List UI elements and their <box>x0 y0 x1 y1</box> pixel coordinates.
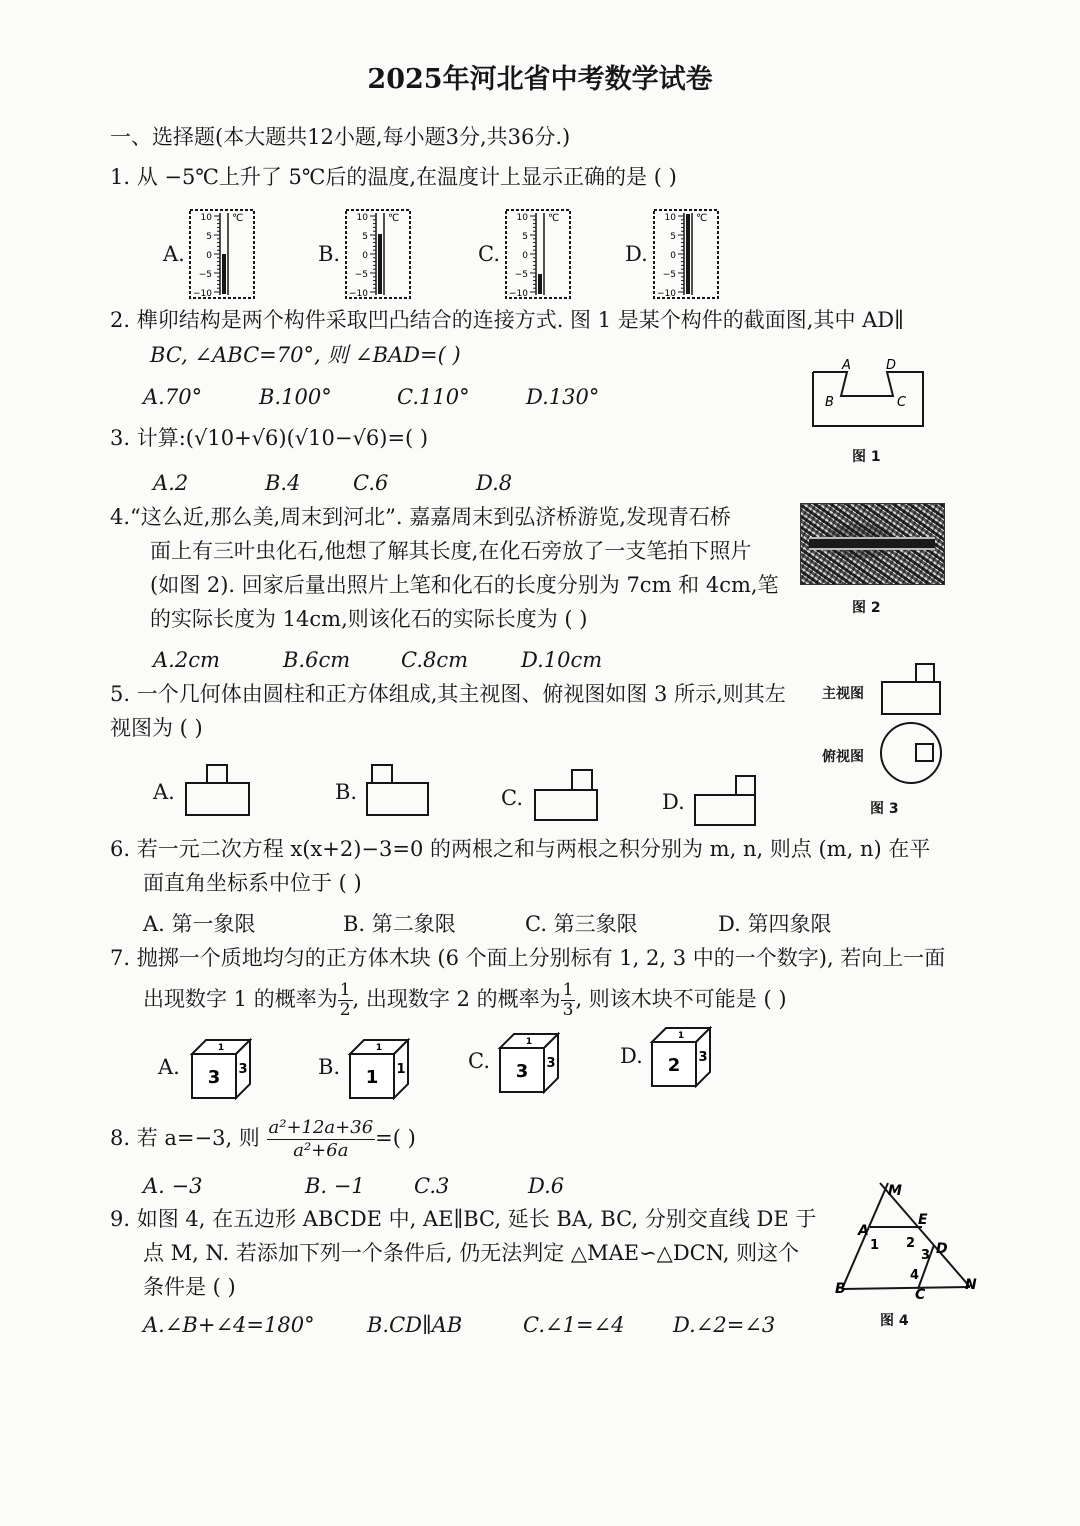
q1-unit-label: ℃ <box>696 213 708 224</box>
q2-figure-caption: 图 1 <box>852 449 881 465</box>
q1-scale-label: −5 <box>662 270 676 280</box>
q8-text-a: 8. 若 a=−3, 则 <box>110 1126 260 1150</box>
q1-scale-label: 10 <box>356 213 368 223</box>
q9-option-b: B.CD∥AB <box>367 1313 463 1337</box>
q7-cube-side-number: 1 <box>396 1062 406 1077</box>
q7-cube-side-number: 3 <box>238 1062 248 1077</box>
q7-option-d-label: D. <box>620 1044 643 1068</box>
svg-text:3: 3 <box>921 1248 931 1263</box>
q4-option-a: A.2cm <box>153 648 220 672</box>
q1-scale-label: −10 <box>509 289 528 299</box>
q4-stem-line3: (如图 2). 回家后量出照片上笔和化石的长度分别为 7cm 和 4cm,笔 <box>150 573 779 597</box>
q1-scale-label: −5 <box>514 270 528 280</box>
svg-text:D: D <box>936 1241 948 1257</box>
svg-text:2: 2 <box>906 1236 916 1251</box>
q7-cube-front-number: 3 <box>207 1067 221 1088</box>
q2-option-a: A.70° <box>143 385 203 409</box>
section-heading: 一、选择题(本大题共12小题,每小题3分,共36分.) <box>110 125 571 149</box>
q1-scale-label: 10 <box>516 213 528 223</box>
q7-cube-d <box>652 1028 710 1086</box>
q6-stem-line1: 6. 若一元二次方程 x(x+2)−3=0 的两根之和与两根之积分别为 m, n, 则点 (m, n) 在平 <box>110 837 931 861</box>
q5-option-a-label: A. <box>153 780 175 804</box>
q7-cube-top-number: 1 <box>525 1037 533 1047</box>
q7-stem-line1: 7. 抛掷一个质地均匀的正方体木块 (6 个面上分别标有 1, 2, 3 中的一个数字), 若向上一面 <box>110 946 946 970</box>
q1-scale-label: 5 <box>522 232 528 242</box>
q1-scale-label: −10 <box>657 289 676 299</box>
q5-option-b-label: B. <box>335 780 358 804</box>
fig1-label-a: A <box>842 358 851 373</box>
q5-stem-line1: 5. 一个几何体由圆柱和正方体组成,其主视图、俯视图如图 3 所示,则其左 <box>110 682 786 706</box>
q1-scale-label: 0 <box>362 251 368 261</box>
q4-stem-line4: 的实际长度为 14cm,则该化石的实际长度为 ( ) <box>150 607 588 631</box>
q5-front-view-label: 主视图 <box>822 686 864 702</box>
q8-stem <box>110 1116 416 1162</box>
q7-cube-front-number: 3 <box>515 1061 529 1082</box>
q7-cube-a <box>192 1040 250 1098</box>
q6-option-b: B. 第二象限 <box>343 912 456 936</box>
q7-text-c: , 则该木块不可能是 ( ) <box>575 987 787 1011</box>
q6-option-c: C. 第三象限 <box>525 912 638 936</box>
svg-text:N: N <box>965 1277 977 1293</box>
q1-scale-label: −10 <box>349 289 368 299</box>
q1-scale-label: 5 <box>206 232 212 242</box>
q4-option-b: B.6cm <box>283 648 351 672</box>
q9-stem-line2: 点 M, N. 若添加下列一个条件后, 仍无法判定 △MAE∽△DCN, 则这个 <box>143 1241 800 1265</box>
q3-option-c: C.6 <box>353 471 389 495</box>
q5-option-c-label: C. <box>501 786 523 810</box>
q7-cube-top-number: 1 <box>375 1043 383 1053</box>
q4-stem-line1: 4.“这么近,那么美,周末到河北”. 嘉嘉周末到弘济桥游览,发现青石桥 <box>110 505 731 529</box>
q1-option-c-label: C. <box>478 242 500 266</box>
q9-option-a: A.∠B+∠4=180° <box>143 1313 315 1337</box>
q1-scale-label: −5 <box>354 270 368 280</box>
svg-text:C: C <box>915 1287 926 1303</box>
q2-option-d: D.130° <box>526 385 600 409</box>
q5-figure-caption: 图 3 <box>870 801 899 817</box>
q7-fraction-half: $\frac{1}{2}$ <box>339 980 351 1020</box>
q5-stem-line2: 视图为 ( ) <box>110 716 203 740</box>
q7-option-a-label: A. <box>158 1055 180 1079</box>
q4-option-c: C.8cm <box>401 648 469 672</box>
q7-cube-b <box>350 1040 408 1098</box>
q7-cube-side-number: 3 <box>698 1050 708 1065</box>
q2-stem-line2: BC, ∠ABC=70°, 则 ∠BAD=( ) <box>150 343 461 367</box>
fig1-label-c: C <box>897 395 907 410</box>
q1-scale-label: 5 <box>670 232 676 242</box>
q1-scale-label: 0 <box>670 251 676 261</box>
q8-text-b: =( ) <box>375 1126 416 1150</box>
fig1-label-d: D <box>886 358 897 373</box>
q7-option-b-label: B. <box>318 1055 341 1079</box>
q9-option-d: D.∠2=∠3 <box>673 1313 776 1337</box>
q8-option-d: D.6 <box>528 1174 565 1198</box>
q1-scale-label: 10 <box>200 213 212 223</box>
q1-scale-label: −10 <box>193 289 212 299</box>
q6-stem-line2: 面直角坐标系中位于 ( ) <box>143 871 362 895</box>
q1-stem: 1. 从 −5℃上升了 5℃后的温度,在温度计上显示正确的是 ( ) <box>110 165 677 189</box>
svg-text:M: M <box>888 1183 902 1199</box>
q1-scale-label: 0 <box>522 251 528 261</box>
q4-stem-line2: 面上有三叶虫化石,他想了解其长度,在化石旁放了一支笔拍下照片 <box>150 539 752 563</box>
q1-unit-label: ℃ <box>548 213 560 224</box>
q8-fraction: $\frac{\text{a²+12a+36}}{\text{a²+6a}}$ <box>268 1117 374 1161</box>
q3-option-b: B.4 <box>265 471 301 495</box>
q1-scale-label: 10 <box>664 213 676 223</box>
q2-option-b: B.100° <box>259 385 332 409</box>
q2-option-c: C.110° <box>397 385 470 409</box>
q5-option-d-label: D. <box>662 790 685 814</box>
exam-title: 2025年河北省中考数学试卷 <box>367 64 713 95</box>
fig1-label-b: B <box>825 395 834 410</box>
svg-text:4: 4 <box>910 1268 920 1283</box>
q4-figure-caption: 图 2 <box>852 600 881 616</box>
svg-text:E: E <box>918 1212 928 1228</box>
q7-fraction-third: $\frac{1}{3}$ <box>562 980 574 1020</box>
q7-text-b: , 出现数字 2 的概率为 <box>352 987 561 1011</box>
q1-unit-label: ℃ <box>388 213 400 224</box>
q7-cube-top-number: 1 <box>677 1031 685 1041</box>
q8-option-c: C.3 <box>414 1174 450 1198</box>
q7-cube-side-number: 3 <box>546 1056 556 1071</box>
q4-option-d: D.10cm <box>521 648 603 672</box>
q1-scale-label: −5 <box>198 270 212 280</box>
q8-option-a: A. −3 <box>143 1174 203 1198</box>
q1-option-a-label: A. <box>163 242 185 266</box>
q9-stem-line3: 条件是 ( ) <box>143 1275 236 1299</box>
q5-top-view-label: 俯视图 <box>822 749 864 765</box>
q7-cube-top-number: 1 <box>217 1043 225 1053</box>
q1-option-d-label: D. <box>625 242 648 266</box>
q3-option-a: A.2 <box>153 471 189 495</box>
q1-option-b-label: B. <box>318 242 341 266</box>
q3-stem: 3. 计算:(√10+√6)(√10−√6)=( ) <box>110 426 429 450</box>
q9-figure-caption: 图 4 <box>880 1313 909 1329</box>
svg-text:A: A <box>858 1223 869 1239</box>
q9-option-c: C.∠1=∠4 <box>523 1313 625 1337</box>
svg-text:1: 1 <box>870 1238 880 1253</box>
q8-option-b: B. −1 <box>305 1174 365 1198</box>
q7-text-a: 出现数字 1 的概率为 <box>143 987 338 1011</box>
q7-cube-c <box>500 1034 558 1092</box>
q7-cube-front-number: 2 <box>667 1055 681 1076</box>
q1-scale-label: 0 <box>206 251 212 261</box>
q7-cube-front-number: 1 <box>365 1067 379 1088</box>
svg-text:B: B <box>835 1281 846 1297</box>
q1-scale-label: 5 <box>362 232 368 242</box>
q3-option-d: D.8 <box>476 471 513 495</box>
q9-stem-line1: 9. 如图 4, 在五边形 ABCDE 中, AE∥BC, 延长 BA, BC, 分别交直线 DE 于 <box>110 1207 817 1231</box>
q9-figure-4 <box>830 1175 990 1305</box>
q7-option-c-label: C. <box>468 1049 490 1073</box>
q2-stem-line1: 2. 榫卯结构是两个构件采取凹凸结合的连接方式. 图 1 是某个构件的截面图,其中 AD∥ <box>110 308 904 332</box>
q1-unit-label: ℃ <box>232 213 244 224</box>
q6-option-a: A. 第一象限 <box>143 912 256 936</box>
q6-option-d: D. 第四象限 <box>718 912 832 936</box>
